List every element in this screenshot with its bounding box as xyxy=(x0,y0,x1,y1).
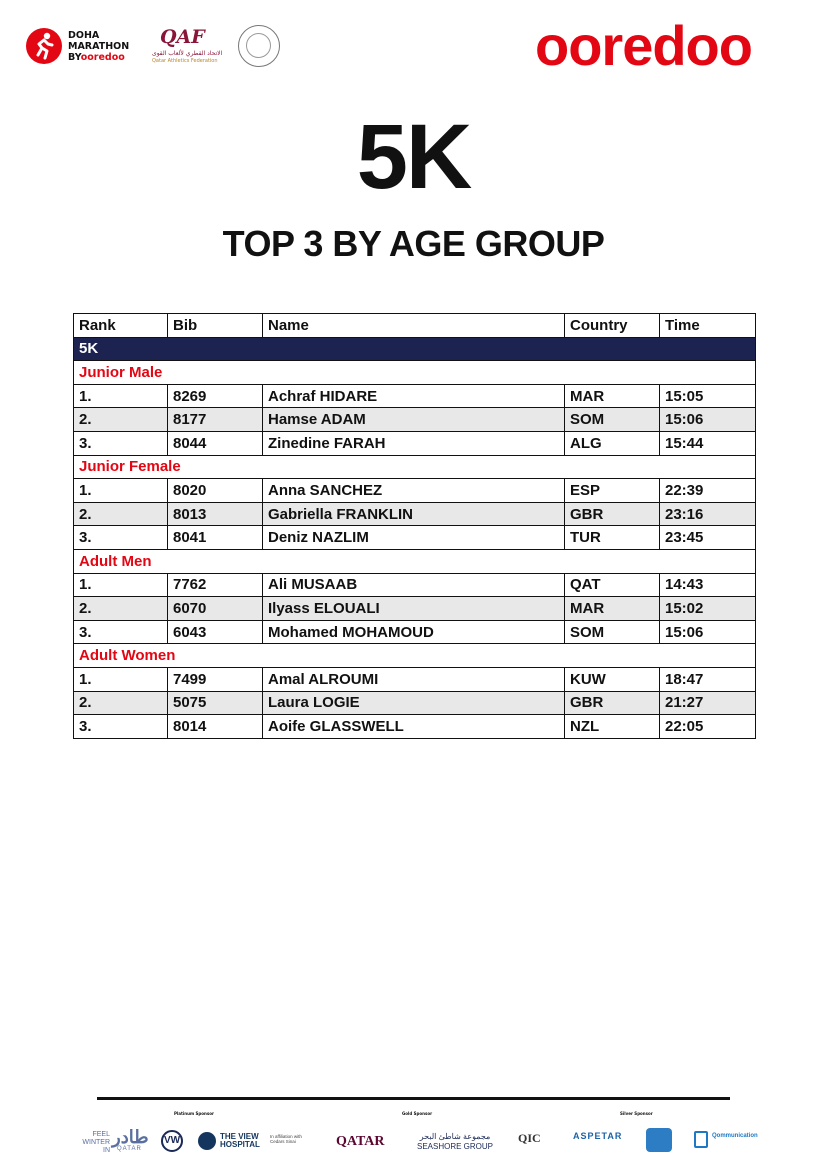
cell-time: 22:39 xyxy=(660,479,756,503)
cell-name: Gabriella FRANKLIN xyxy=(263,502,565,526)
feel-winter-text: FEEL WINTER IN xyxy=(82,1131,110,1154)
cell-time: 15:44 xyxy=(660,431,756,455)
cell-country: MAR xyxy=(565,597,660,621)
runner-icon xyxy=(26,28,62,64)
group-row xyxy=(74,644,756,668)
table-row xyxy=(74,526,756,550)
table-row xyxy=(74,479,756,503)
rayyan-logo-icon xyxy=(646,1128,672,1152)
cell-bib: 8013 xyxy=(168,502,263,526)
qaf-name: QAF xyxy=(160,26,205,48)
group-label: Junior Male xyxy=(74,361,756,385)
cell-rank: 2. xyxy=(74,408,168,432)
dm-brand: ooredoo xyxy=(80,51,125,63)
cell-name: Achraf HIDARE xyxy=(263,384,565,408)
cell-country: GBR xyxy=(565,691,660,715)
cell-country: ALG xyxy=(565,431,660,455)
cell-rank: 1. xyxy=(74,479,168,503)
event-label: 5K xyxy=(74,337,756,361)
view-hospital-icon xyxy=(198,1132,216,1150)
table-row xyxy=(74,667,756,691)
seashore-arabic: مجموعة شاطئ البحر xyxy=(419,1132,491,1141)
tier-silver: Silver Sponsor xyxy=(620,1111,653,1116)
cell-time: 23:45 xyxy=(660,526,756,550)
cell-bib: 7499 xyxy=(168,667,263,691)
cell-country: QAT xyxy=(565,573,660,597)
group-label: Junior Female xyxy=(74,455,756,479)
cell-country: MAR xyxy=(565,384,660,408)
cell-bib: 8269 xyxy=(168,384,263,408)
footer-divider xyxy=(97,1097,730,1100)
cell-bib: 8020 xyxy=(168,479,263,503)
cell-bib: 8014 xyxy=(168,715,263,739)
cell-bib: 5075 xyxy=(168,691,263,715)
cell-time: 21:27 xyxy=(660,691,756,715)
header xyxy=(0,0,827,90)
page-subtitle: TOP 3 BY AGE GROUP xyxy=(222,223,605,264)
dm-line1: DOHA xyxy=(68,29,100,41)
table-row xyxy=(74,408,756,432)
qatar-airways-logo: QATAR xyxy=(336,1134,385,1149)
seal-emblem-icon xyxy=(246,33,271,58)
cell-bib: 8041 xyxy=(168,526,263,550)
qaf-logo xyxy=(152,26,223,66)
cell-bib: 8177 xyxy=(168,408,263,432)
cell-bib: 6070 xyxy=(168,597,263,621)
seal-logo xyxy=(238,25,280,67)
cell-name: Ilyass ELOUALI xyxy=(263,597,565,621)
vw-logo-icon: VW xyxy=(161,1130,183,1152)
dm-by: BY xyxy=(68,51,81,63)
cell-name: Ali MUSAAB xyxy=(263,573,565,597)
cell-rank: 2. xyxy=(74,502,168,526)
table-row xyxy=(74,620,756,644)
seashore-group-logo xyxy=(417,1132,493,1152)
cedars-sinai-text: In affiliation with Cedars Sinai xyxy=(270,1134,302,1144)
cell-name: Aoife GLASSWELL xyxy=(263,715,565,739)
group-row xyxy=(74,549,756,573)
cell-bib: 7762 xyxy=(168,573,263,597)
header-name: Name xyxy=(263,314,565,338)
doha-marathon-wordmark xyxy=(68,30,129,63)
event-row xyxy=(74,337,756,361)
qaf-arabic: الاتحاد القطري لألعاب القوى xyxy=(152,50,223,57)
table-row xyxy=(74,715,756,739)
cell-time: 15:06 xyxy=(660,408,756,432)
cell-rank: 3. xyxy=(74,715,168,739)
cell-country: SOM xyxy=(565,408,660,432)
qommunication-logo: Qommunication xyxy=(712,1133,758,1139)
cell-time: 15:02 xyxy=(660,597,756,621)
table-row xyxy=(74,597,756,621)
tier-gold: Gold Sponsor xyxy=(402,1111,433,1116)
tier-platinum: Platinum Sponsor xyxy=(174,1111,214,1116)
cell-rank: 1. xyxy=(74,384,168,408)
table-row xyxy=(74,691,756,715)
cell-time: 15:05 xyxy=(660,384,756,408)
cell-country: TUR xyxy=(565,526,660,550)
cell-time: 15:06 xyxy=(660,620,756,644)
cell-country: SOM xyxy=(565,620,660,644)
results-table xyxy=(73,313,756,739)
cell-time: 23:16 xyxy=(660,502,756,526)
cell-rank: 3. xyxy=(74,526,168,550)
seashore-english: SEASHORE GROUP xyxy=(417,1142,494,1151)
view-hospital-logo: THE VIEW HOSPITAL xyxy=(220,1132,260,1149)
tadar-logo: طادر xyxy=(112,1127,149,1147)
cell-name: Amal ALROUMI xyxy=(263,667,565,691)
header-rank: Rank xyxy=(74,314,168,338)
cell-rank: 3. xyxy=(74,431,168,455)
qic-logo: QIC xyxy=(518,1131,541,1145)
cell-name: Anna SANCHEZ xyxy=(263,479,565,503)
table-row xyxy=(74,502,756,526)
page-title: 5K xyxy=(356,106,471,208)
cell-time: 22:05 xyxy=(660,715,756,739)
group-label: Adult Women xyxy=(74,644,756,668)
group-row xyxy=(74,361,756,385)
cell-rank: 2. xyxy=(74,691,168,715)
cell-name: Deniz NAZLIM xyxy=(263,526,565,550)
dm-line2: MARATHON xyxy=(68,40,130,52)
cell-bib: 8044 xyxy=(168,431,263,455)
cell-bib: 6043 xyxy=(168,620,263,644)
qatar-small-text: QATAR xyxy=(117,1146,142,1152)
cell-name: Laura LOGIE xyxy=(263,691,565,715)
table-header-row xyxy=(74,314,756,338)
header-time: Time xyxy=(660,314,756,338)
table-row xyxy=(74,573,756,597)
header-country: Country xyxy=(565,314,660,338)
ooredoo-wordmark: ooredoo xyxy=(535,14,752,77)
header-bib: Bib xyxy=(168,314,263,338)
doha-marathon-logo xyxy=(26,28,129,64)
aspetar-logo: ASPETAR xyxy=(573,1131,623,1141)
cell-time: 14:43 xyxy=(660,573,756,597)
table-row xyxy=(74,431,756,455)
qaf-english: Qatar Athletics Federation xyxy=(152,58,218,64)
cell-rank: 1. xyxy=(74,573,168,597)
cell-rank: 2. xyxy=(74,597,168,621)
cell-name: Zinedine FARAH xyxy=(263,431,565,455)
cell-name: Mohamed MOHAMOUD xyxy=(263,620,565,644)
table-row xyxy=(74,384,756,408)
cell-rank: 3. xyxy=(74,620,168,644)
cell-rank: 1. xyxy=(74,667,168,691)
cell-time: 18:47 xyxy=(660,667,756,691)
qommunication-icon xyxy=(694,1131,708,1148)
cell-country: ESP xyxy=(565,479,660,503)
cell-country: KUW xyxy=(565,667,660,691)
cell-country: GBR xyxy=(565,502,660,526)
group-label: Adult Men xyxy=(74,549,756,573)
group-row xyxy=(74,455,756,479)
ooredoo-logo xyxy=(535,16,805,76)
cell-name: Hamse ADAM xyxy=(263,408,565,432)
cell-country: NZL xyxy=(565,715,660,739)
